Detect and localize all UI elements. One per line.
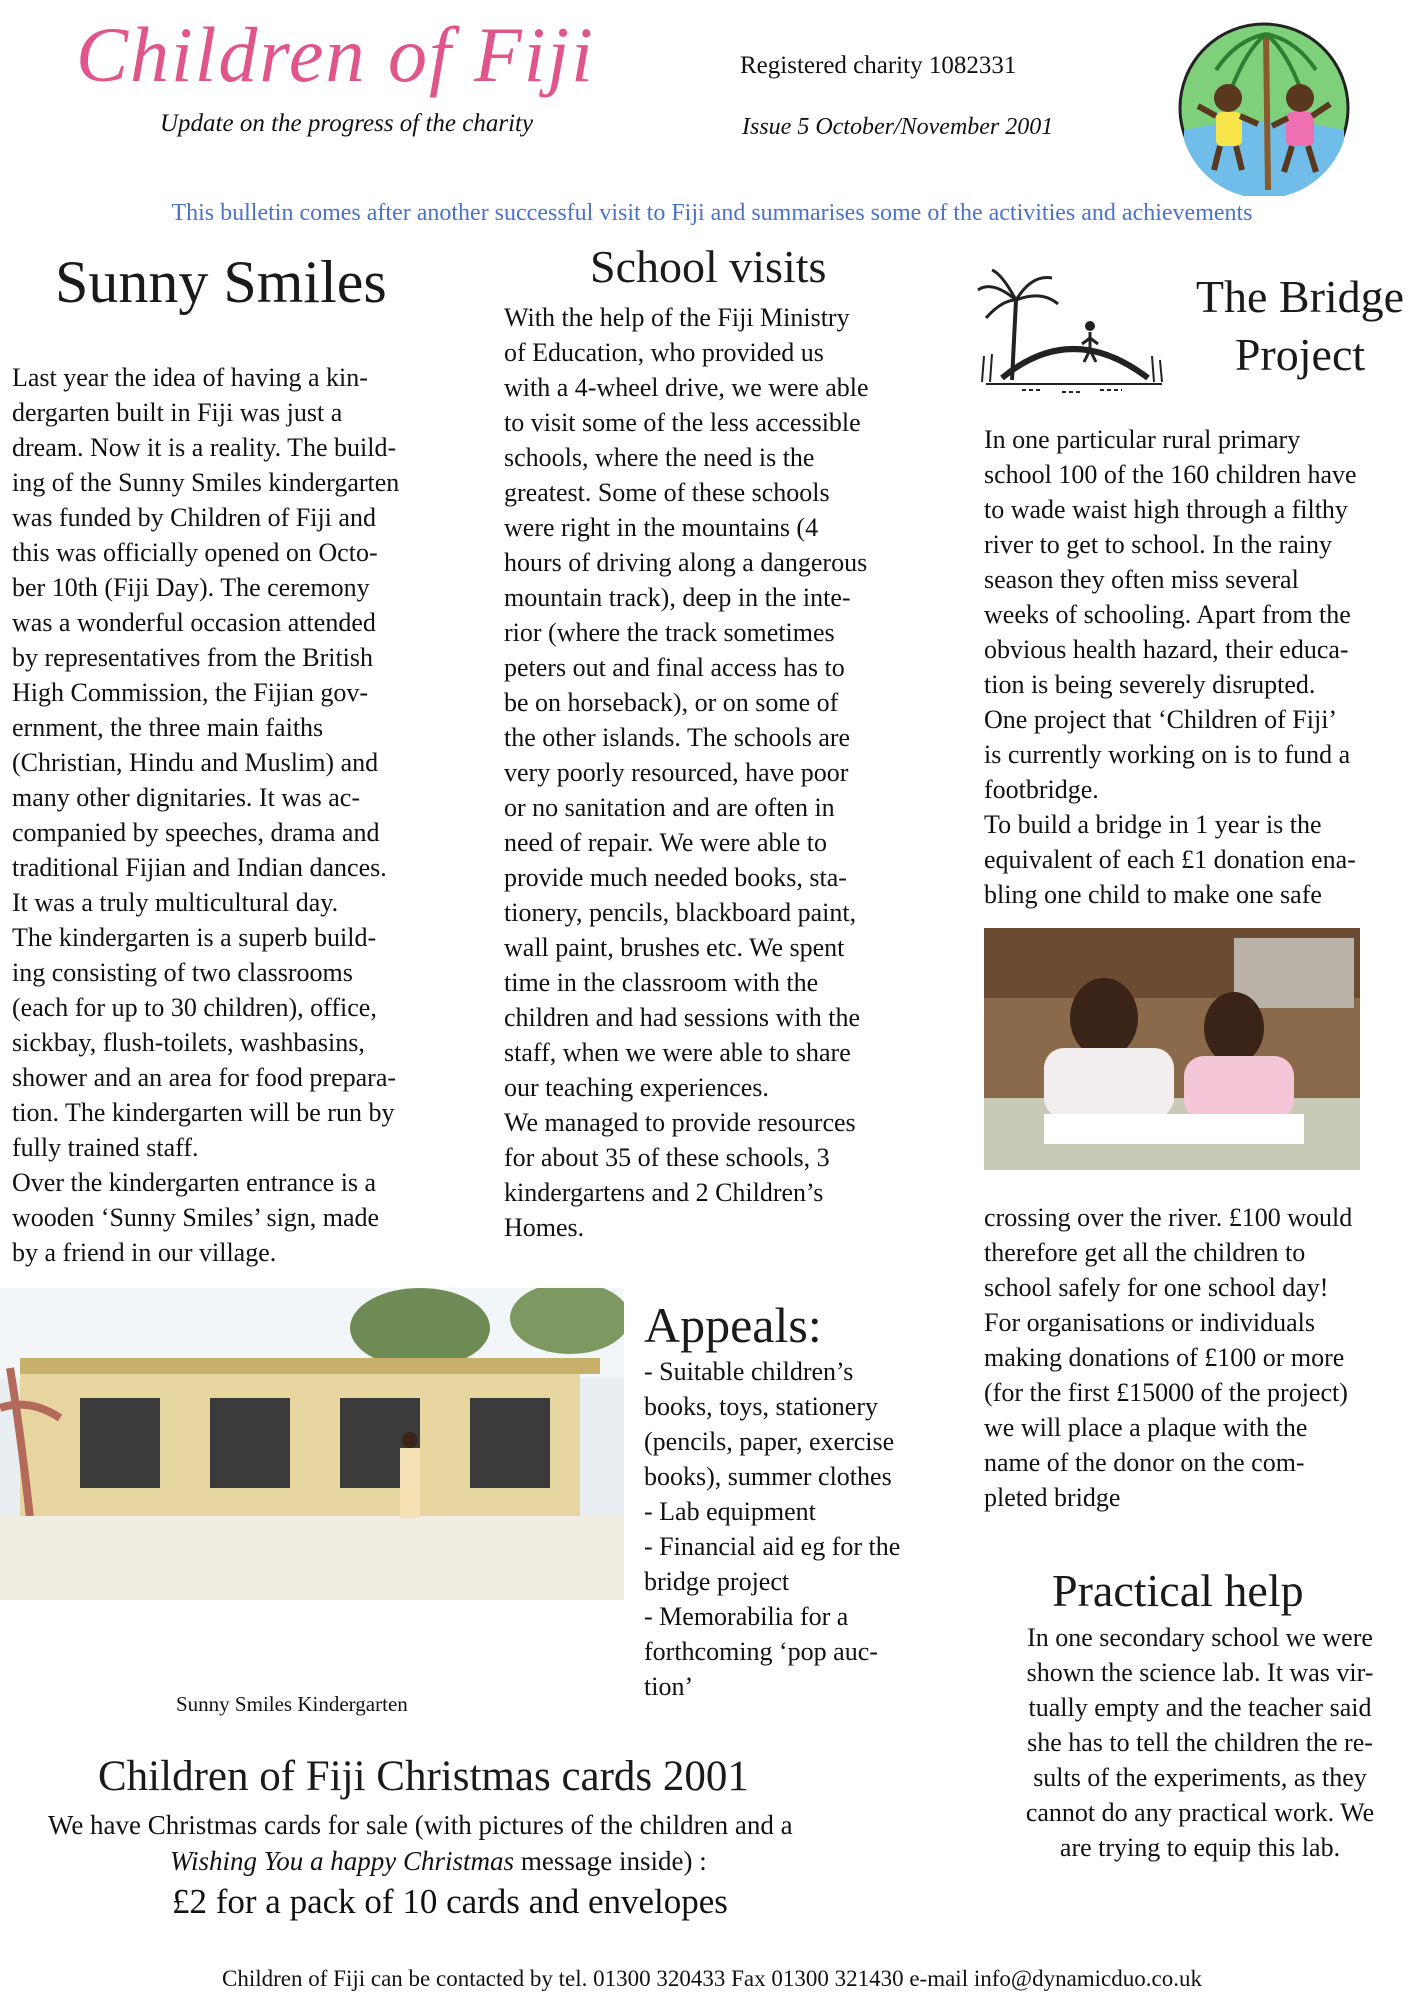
- bridge-drawing-icon: [972, 260, 1172, 400]
- school-visits-article: With the help of the Fiji Ministry of Education, who provided us with a 4-wheel drive, we were able to visit some of the less accessible schools, where the need is the greatest. Some of these schools were right in the mountains (4 hours of driving along a dangerous mountain track), deep in the inte- rior (where the track sometimes peters out and final access has to be on horseback), or on some of the other islands. The schools are very poorly resourced, have poor or no sanitation and are often in need of repair. We were able to provide much needed books, sta- tionery, pencils, blackboard paint, wall paint, brushes etc. We spent time in the classroom with the children and had sessions with the staff, when we were able to share our teaching experiences. We managed to provide resources for about 35 of these schools, 3 kindergartens and 2 Children’s Homes.: [504, 303, 869, 1242]
- children-logo-icon: [1176, 20, 1352, 196]
- intro-banner: This bulletin comes after another successful visit to Fiji and summarises some of the activities and achievements: [171, 200, 1253, 226]
- sunny-smiles-article: Last year the idea of having a kin- dergarten built in Fiji was just a dream. Now it is a reality. The build- ing of the Sunny Smiles kindergarten was funded by Children of Fiji and this was officially opened on Octo- ber 10th (Fiji Day). The ceremony was a wonderful occasion attended by representatives from the British High Commission, the Fijian gov- ernment, the three main faiths (Christian, Hindu and Muslim) and many other dignitaries. It was ac- companied by speeches, drama and traditional Fijian and Indian dances. It was a truly multicultural day. The kindergarten is a superb build- ing consisting of two classrooms (each for up to 30 children), office, sickbay, flush-toilets, washbasins, shower and an area for food prepara- tion. The kindergarten will be run by fully trained staff. Over the kindergarten entrance is a wooden ‘Sunny Smiles’ sign, made by a friend in our village.: [12, 363, 400, 1267]
- bridge-project-article: In one particular rural primary school 100 of the 160 children have to wade waist high through a filthy river to get to school. In the rainy season they often miss several weeks of schooling. Apart from the obvious health hazard, their educa- tion is being severely disrupted. One project that ‘Children of Fiji’ is currently working on is to fund a footbridge. To build a bridge in 1 year is the equivalent of each £1 donation ena- bling one child to make one safe: [984, 425, 1357, 909]
- bridge-project-heading: The Bridge Project: [1195, 271, 1405, 380]
- kindergarten-photo: [0, 1288, 624, 1600]
- newsletter-subtitle: Update on the progress of the charity: [160, 110, 534, 137]
- bridge-project-article-continued: crossing over the river. £100 would therefore get all the children to school safely for one school day! For organisations or individuals making donations of £100 or more (for the first £15000 of the project) we will place a plaque with the name of the donor on the com- pleted bridge: [984, 1203, 1353, 1512]
- school-visits-heading: School visits: [590, 241, 827, 292]
- charity-number: Registered charity 1082331: [740, 52, 1017, 79]
- classroom-children-photo: [984, 928, 1360, 1170]
- christmas-cards-message-line: [170, 1846, 707, 1877]
- christmas-message-suffix: message inside) :: [514, 1846, 707, 1876]
- contact-footer: Children of Fiji can be contacted by tel. 01300 320433 Fax 01300 321430 e-mail info@dynamicduo.co.uk: [222, 1966, 1202, 1991]
- practical-help-article: In one secondary school we were shown the science lab. It was vir- tually empty and the teacher said she has to tell the children the re- sults of the experiments, as they cannot do any practical work. We are trying to equip this lab.: [1025, 1623, 1375, 1862]
- practical-help-heading: Practical help: [1052, 1565, 1304, 1616]
- issue-date: Issue 5 October/November 2001: [742, 114, 1054, 140]
- christmas-message-text: Wishing You a happy Christmas: [170, 1846, 515, 1876]
- christmas-cards-description: We have Christmas cards for sale (with pictures of the children and a: [48, 1810, 793, 1840]
- newsletter-title: Children of Fiji: [76, 11, 595, 98]
- christmas-cards-heading: Children of Fiji Christmas cards 2001: [98, 1753, 749, 1800]
- christmas-cards-price: £2 for a pack of 10 cards and envelopes: [172, 1882, 728, 1921]
- appeals-heading: Appeals:: [644, 1297, 822, 1353]
- sunny-smiles-heading: Sunny Smiles: [55, 249, 387, 315]
- kindergarten-photo-caption: Sunny Smiles Kindergarten: [176, 1692, 408, 1716]
- appeals-list: - Suitable children’s books, toys, stationery (pencils, paper, exercise books), summer clothes - Lab equipment - Financial aid eg for the bridge project - Memorabilia for a forthcoming ‘pop auc- tion’: [644, 1357, 901, 1701]
